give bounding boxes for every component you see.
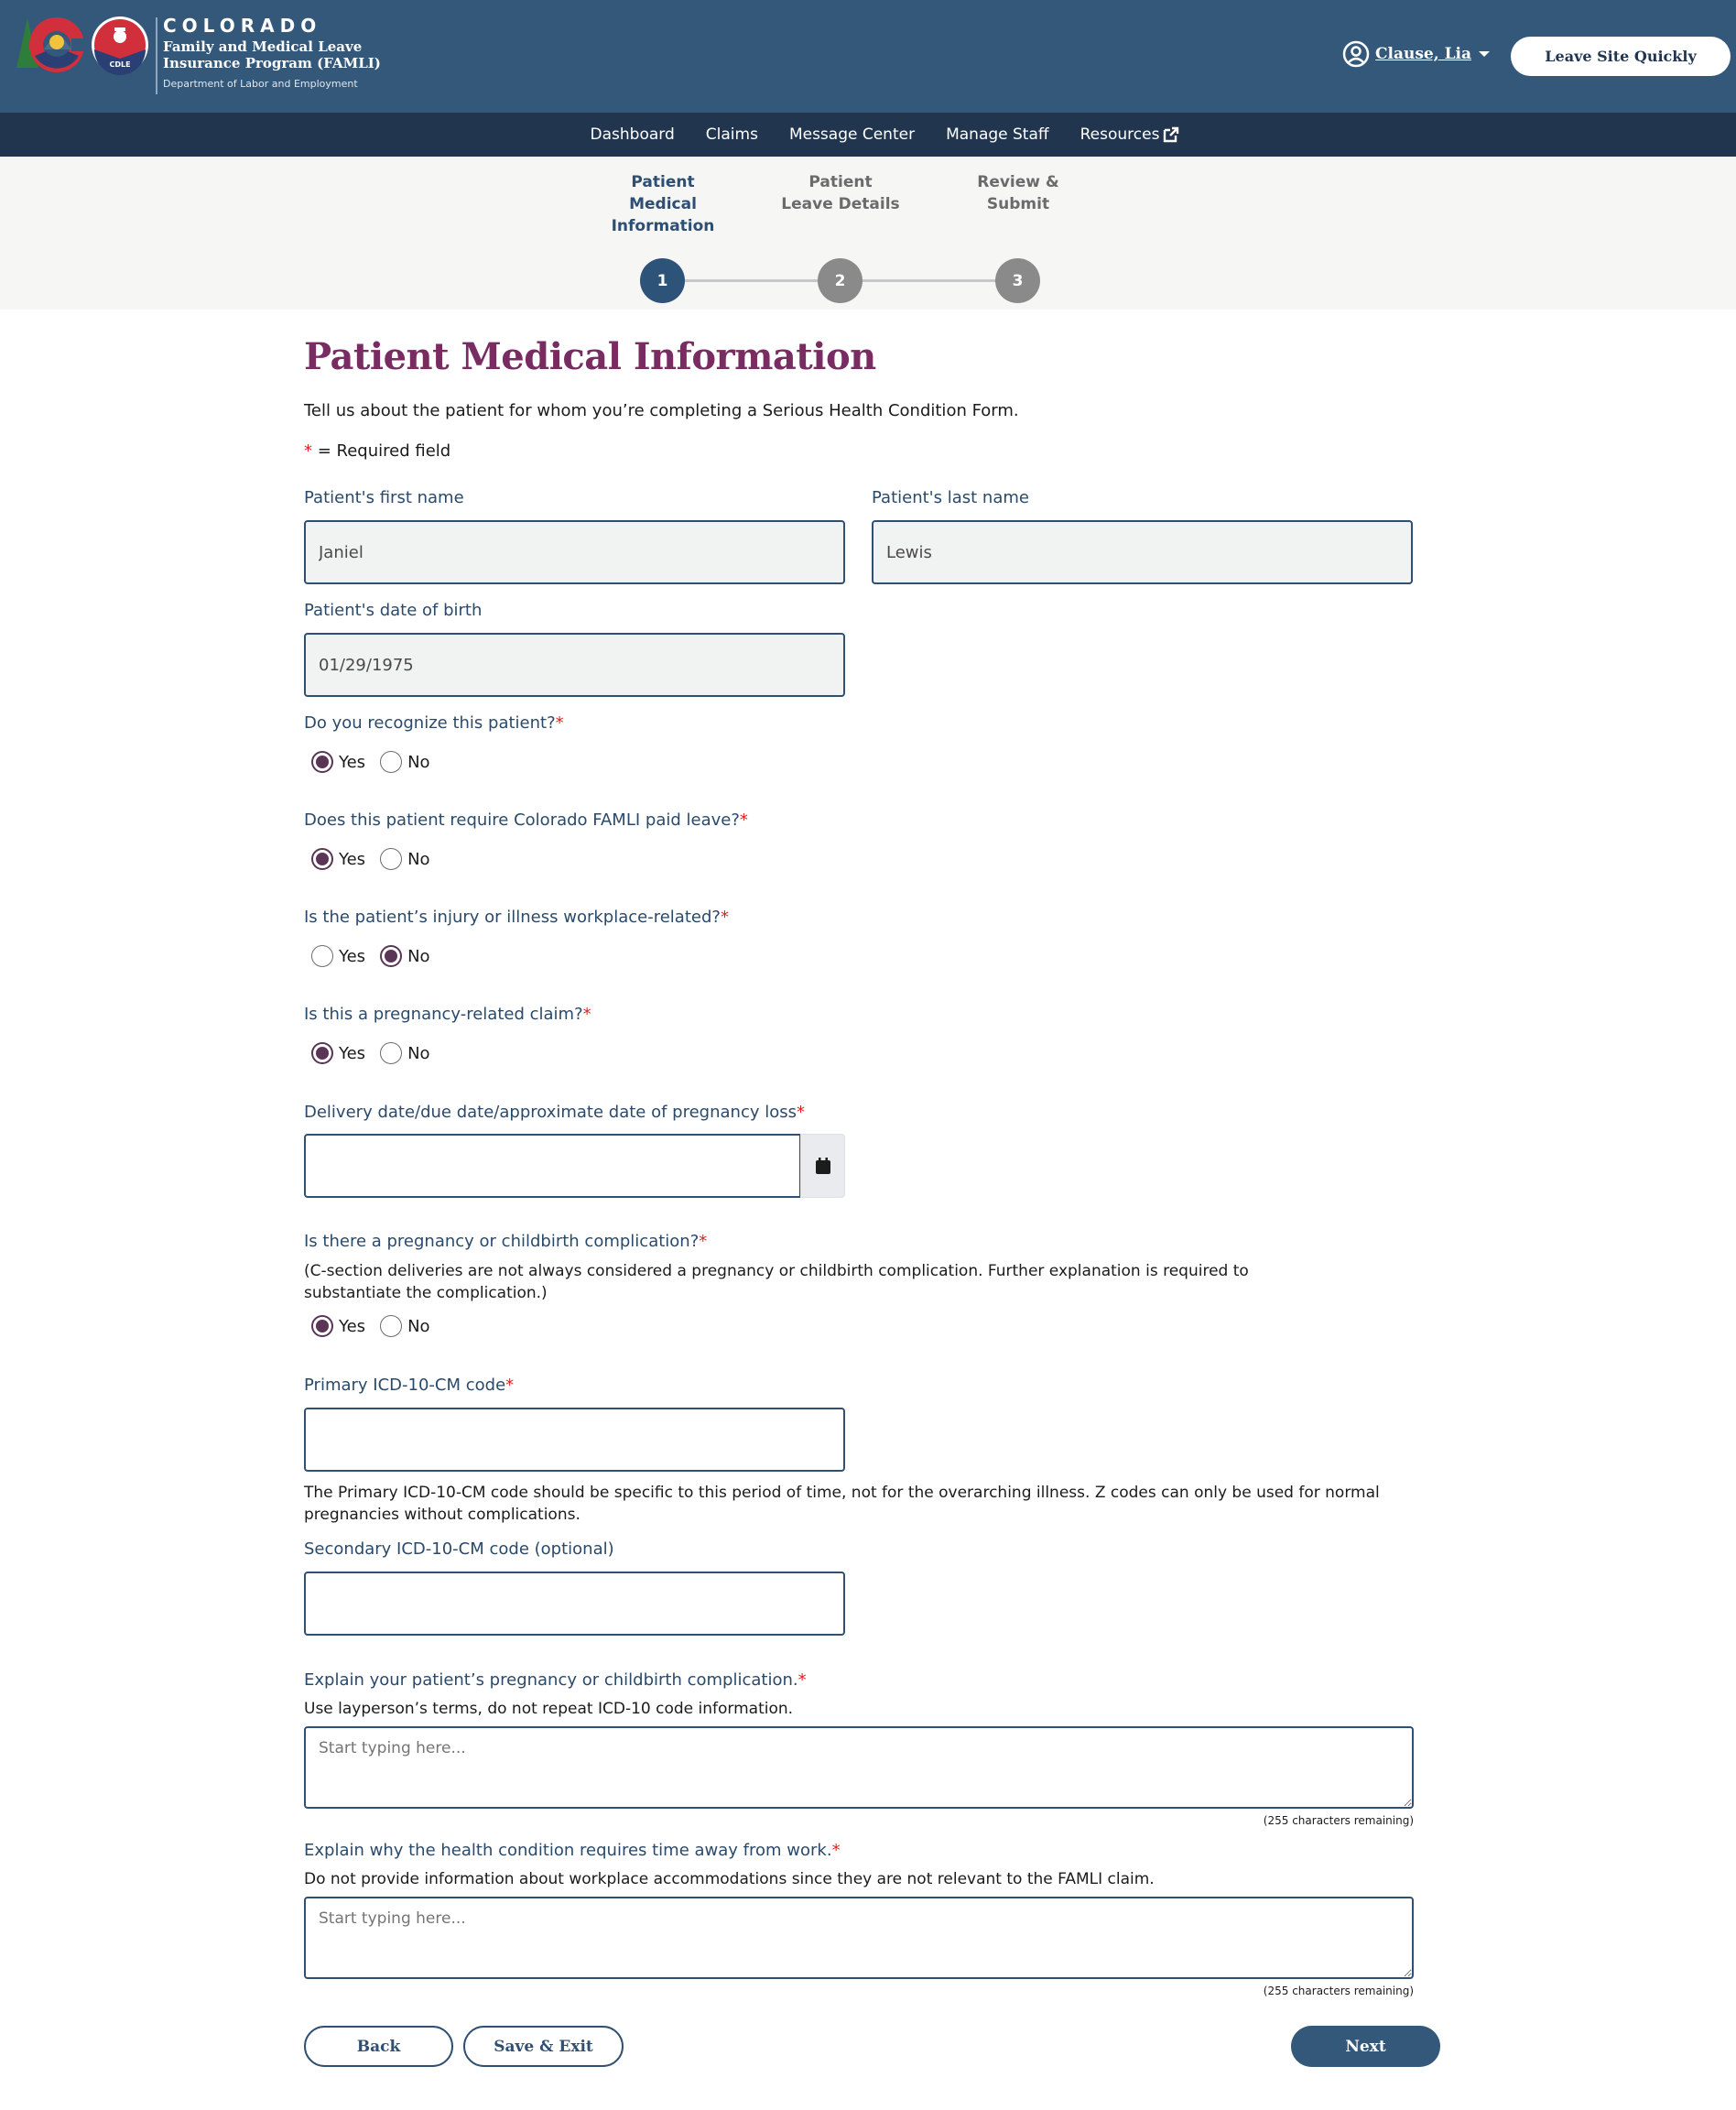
explain-time-away-label: Explain why the health condition requires time away from work.*: [304, 1841, 841, 1860]
calendar-button[interactable]: [800, 1134, 845, 1198]
first-name-input[interactable]: [304, 520, 845, 584]
primary-icd-input[interactable]: [304, 1408, 845, 1472]
step-3-circle: 3: [995, 258, 1040, 303]
last-name-input[interactable]: [872, 520, 1413, 584]
logo-department: Department of Labor and Employment: [163, 78, 358, 90]
last-name-label: Patient's last name: [872, 488, 1029, 507]
workplace-yes-option[interactable]: Yes: [311, 945, 365, 967]
radio-yes[interactable]: [311, 848, 333, 870]
primary-icd-help: The Primary ICD-10-CM code should be specific to this period of time, not for the overarching illness. Z codes can only be used for normal pregnancies without complications.: [304, 1484, 1380, 1524]
workplace-question: Is the patient’s injury or illness workplace-related?*: [304, 908, 729, 927]
recognize-question: Do you recognize this patient?*: [304, 713, 564, 733]
main-nav: [0, 113, 1736, 157]
nav-claims[interactable]: Claims: [705, 125, 758, 144]
step-connector: [863, 279, 996, 282]
dob-label: Patient's date of birth: [304, 601, 483, 620]
radio-yes[interactable]: [311, 1315, 333, 1337]
save-exit-button[interactable]: Save & Exit: [463, 2026, 624, 2067]
first-name-label: Patient's first name: [304, 488, 464, 507]
workplace-radio-group: [311, 945, 445, 967]
famli-no-option[interactable]: No: [380, 848, 429, 870]
nav-dashboard[interactable]: Dashboard: [590, 125, 675, 144]
explain-time-away-help: Do not provide information about workplace accommodations since they are not relevant to the FAMLI claim.: [304, 1870, 1155, 1888]
logo-program-line2: Insurance Program (FAMLI): [163, 55, 381, 71]
famli-question: Does this patient require Colorado FAMLI paid leave?*: [304, 810, 748, 830]
step-3-label: Review & Submit: [977, 173, 1059, 213]
step-1-label: Patient Medical Information: [611, 173, 715, 235]
logo-divider: [156, 17, 157, 94]
complication-no-option[interactable]: No: [380, 1315, 429, 1337]
nav-message-center[interactable]: Message Center: [788, 125, 916, 144]
secondary-icd-input[interactable]: [304, 1572, 845, 1636]
radio-no[interactable]: [380, 1315, 402, 1337]
step-2-circle: 2: [818, 258, 863, 303]
explain-time-away-char-count: (255 characters remaining): [1263, 1985, 1414, 1997]
calendar-icon: [816, 1158, 830, 1174]
delivery-date-input[interactable]: [304, 1134, 800, 1198]
next-button[interactable]: Next: [1291, 2026, 1440, 2067]
explain-complication-label: Explain your patient’s pregnancy or childbirth complication.*: [304, 1670, 807, 1690]
radio-yes[interactable]: [311, 751, 333, 773]
complication-help: (C-section deliveries are not always considered a pregnancy or childbirth complication. Further explanation is required to substantiate the complication.): [304, 1262, 1249, 1302]
nav-resources[interactable]: [1080, 125, 1181, 144]
radio-no[interactable]: [380, 848, 402, 870]
radio-no[interactable]: [380, 1042, 402, 1064]
delivery-date-label: Delivery date/due date/approximate date of pregnancy loss*: [304, 1103, 805, 1122]
nav-resources-label: Resources: [1080, 125, 1160, 144]
intro-text: Tell us about the patient for whom you’re completing a Serious Health Condition Form.: [304, 401, 1019, 420]
user-menu[interactable]: [1342, 40, 1490, 68]
explain-time-away-textarea[interactable]: [304, 1897, 1414, 1979]
workplace-no-option[interactable]: No: [380, 945, 429, 967]
page-title: Patient Medical Information: [304, 335, 876, 378]
user-name[interactable]: Clause, Lia: [1375, 45, 1472, 63]
pregnancy-yes-option[interactable]: Yes: [311, 1042, 365, 1064]
colorado-logo-icon: [15, 15, 90, 75]
dob-input[interactable]: [304, 633, 845, 697]
cdle-logo-icon: [90, 15, 150, 75]
step-2-label: Patient Leave Details: [781, 173, 900, 213]
explain-complication-textarea[interactable]: [304, 1726, 1414, 1809]
logo-program-line1: Family and Medical Leave: [163, 38, 363, 55]
step-connector: [685, 279, 819, 282]
recognize-yes-option[interactable]: Yes: [311, 751, 365, 773]
leave-site-quickly-button[interactable]: Leave Site Quickly: [1511, 37, 1731, 76]
secondary-icd-label: Secondary ICD-10-CM code (optional): [304, 1539, 614, 1559]
famli-yes-option[interactable]: Yes: [311, 848, 365, 870]
recognize-radio-group: [311, 751, 445, 773]
complication-question: Is there a pregnancy or childbirth complication?*: [304, 1232, 708, 1251]
radio-no[interactable]: [380, 945, 402, 967]
delivery-date-group: [304, 1134, 845, 1198]
explain-complication-char-count: (255 characters remaining): [1263, 1814, 1414, 1827]
logo-text: [163, 15, 381, 90]
chevron-down-icon: [1479, 51, 1490, 57]
pregnancy-radio-group: [311, 1042, 445, 1064]
back-button[interactable]: Back: [304, 2026, 453, 2067]
pregnancy-no-option[interactable]: No: [380, 1042, 429, 1064]
radio-yes[interactable]: [311, 1042, 333, 1064]
progress-stepper: [0, 157, 1736, 310]
logo-state: COLORADO: [163, 15, 322, 37]
recognize-no-option[interactable]: No: [380, 751, 429, 773]
complication-yes-option[interactable]: Yes: [311, 1315, 365, 1337]
svg-text:CDLE: CDLE: [109, 60, 131, 69]
site-header: [0, 0, 1736, 113]
explain-complication-help: Use layperson’s terms, do not repeat ICD-10 code information.: [304, 1700, 794, 1718]
radio-yes[interactable]: [311, 945, 333, 967]
famli-radio-group: [311, 848, 445, 870]
user-circle-icon: [1342, 40, 1370, 68]
step-1-circle: 1: [640, 258, 685, 303]
radio-no[interactable]: [380, 751, 402, 773]
required-note: * = Required field: [304, 441, 451, 461]
complication-radio-group: [311, 1315, 445, 1337]
pregnancy-question: Is this a pregnancy-related claim?*: [304, 1005, 591, 1024]
primary-icd-label: Primary ICD-10-CM code*: [304, 1376, 515, 1395]
external-link-icon: [1162, 125, 1180, 144]
nav-manage-staff[interactable]: Manage Staff: [946, 125, 1049, 144]
